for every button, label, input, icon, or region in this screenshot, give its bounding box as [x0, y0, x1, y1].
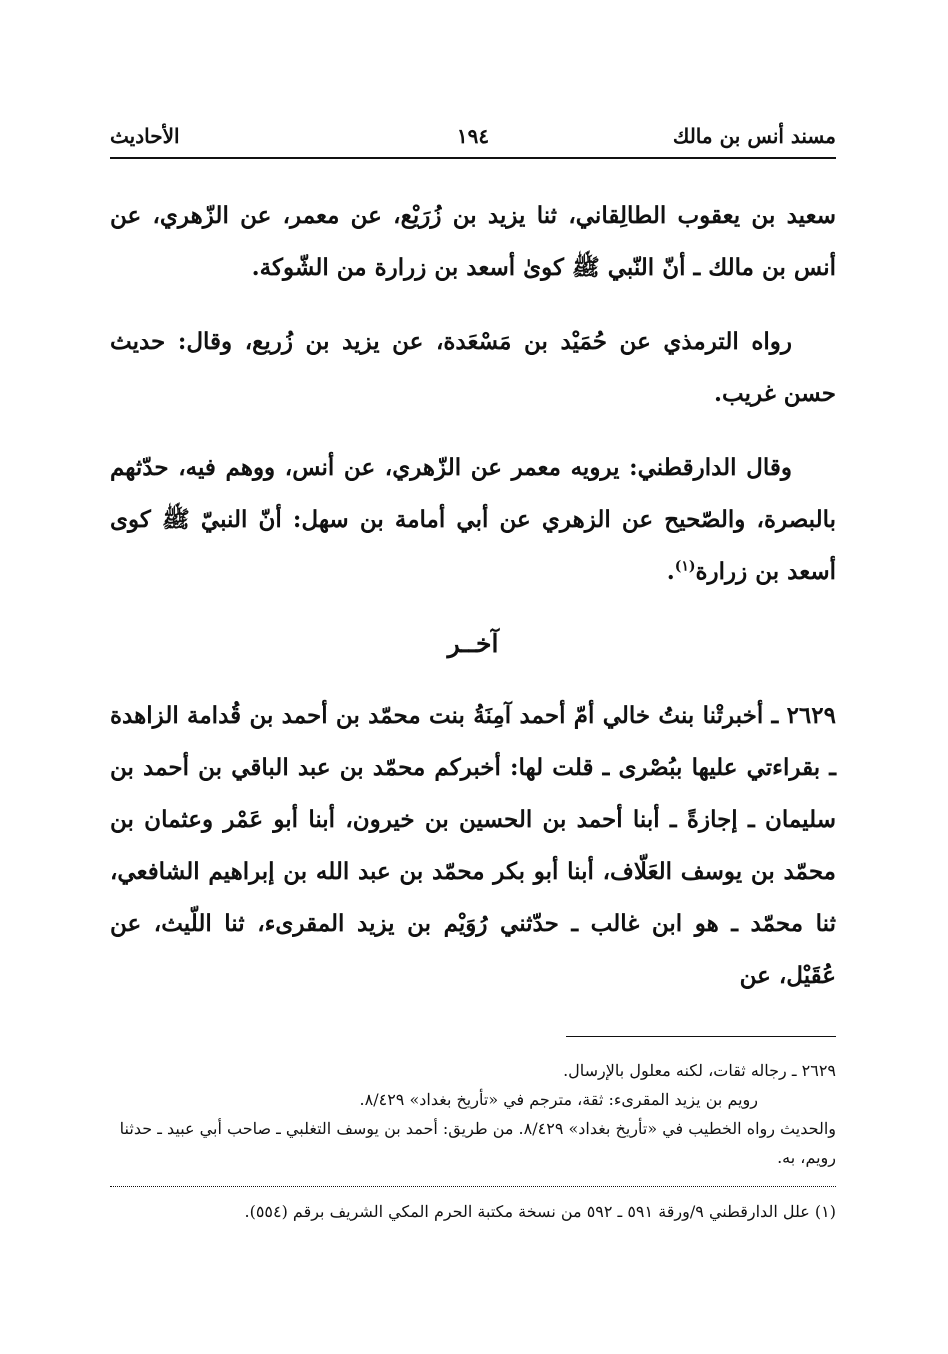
- footnote-1: (١) علل الدارقطني ٩/ورقة ٥٩١ ـ ٥٩٢ من نسخة مكتبة الحرم المكي الشريف برقم (٥٥٤).: [244, 1202, 836, 1221]
- footnote-ref-1: (١): [674, 558, 696, 575]
- running-header: [110, 118, 836, 154]
- header-rule: [110, 157, 836, 159]
- book-page: [110, 118, 836, 1318]
- header-book-title: مسند أنس بن مالك: [672, 124, 836, 148]
- paragraph-isnad-continuation: سعيد بن يعقوب الطالِقاني، ثنا يزيد بن زُرَيْع، عن معمر، عن الزّهري، عن أنس بن مالك ـ أنّ النّبي ﷺ كوىٰ أسعد بن زرارة من الشّوكة.: [110, 202, 836, 281]
- footnote-grading: ٢٦٢٩ ـ رجاله ثقات، لكنه معلول بالإرسال.: [563, 1061, 836, 1080]
- header-section-title: الأحاديث: [110, 124, 180, 148]
- paragraph-tirmidhi: رواه الترمذي عن حُمَيْد بن مَسْعَدة، عن يزيد بن زُريع، وقال: حديث حسن غريب.: [110, 328, 836, 407]
- daraqutni-end: .: [666, 558, 675, 585]
- footnote-rule: [566, 1036, 836, 1037]
- hadith-text: ـ أخبرتْنا بنتُ خالي أمّ أحمد آمِنَةُ بنت محمّد بن أحمد بن قُدامة الزاهدة ـ بقراءتي عليها ببُصْرى ـ قلت لها: أخبركم محمّد بن عبد الباقي بن أحمد بن سليمان ـ إجازةً ـ أبنا أحمد بن الحسين بن خيرون، أبنا أبو عَمْر وعثمان بن محمّد بن يوسف العَلّاف، أبنا أبو بكر محمّد بن عبد الله بن إبراهيم الشافعي، ثنا محمّد ـ هو ابن غالب ـ حدّثني رُوَيْم بن يزيد المقرىء، ثنا اللّيث، عن عُقَيْل، عن: [110, 702, 836, 989]
- footnote-ruwaym: رويم بن يزيد المقرىء: ثقة، مترجم في «تأريخ بغداد» ٨/٤٢٩.: [359, 1090, 758, 1109]
- paragraph-hadith: [110, 690, 836, 1002]
- footnote-khatib: والحديث رواه الخطيب في «تأريخ بغداد» ٨/٤٢٩. من طريق: أحمد بن يوسف التغلبي ـ صاحب أبي عبيد ـ حدثنا رويم، به.: [119, 1119, 836, 1167]
- paragraph-daraqutni: [110, 442, 836, 598]
- daraqutni-text: وقال الدارقطني: يرويه معمر عن الزّهري، عن أنس، ووهم فيه، حدّثهم بالبصرة، والصّحيح عن الزهري عن أبي أمامة بن سهل: أنّ النبيّ ﷺ كوى أسعد بن زرارة: [110, 454, 836, 585]
- header-page-number: ١٩٤: [456, 124, 490, 148]
- section-heading: آخــر: [447, 629, 499, 658]
- main-text: [110, 190, 836, 1024]
- footnote-divider: [110, 1186, 836, 1187]
- footnotes: [110, 1056, 836, 1226]
- hadith-number: ٢٦٢٩: [786, 702, 836, 729]
